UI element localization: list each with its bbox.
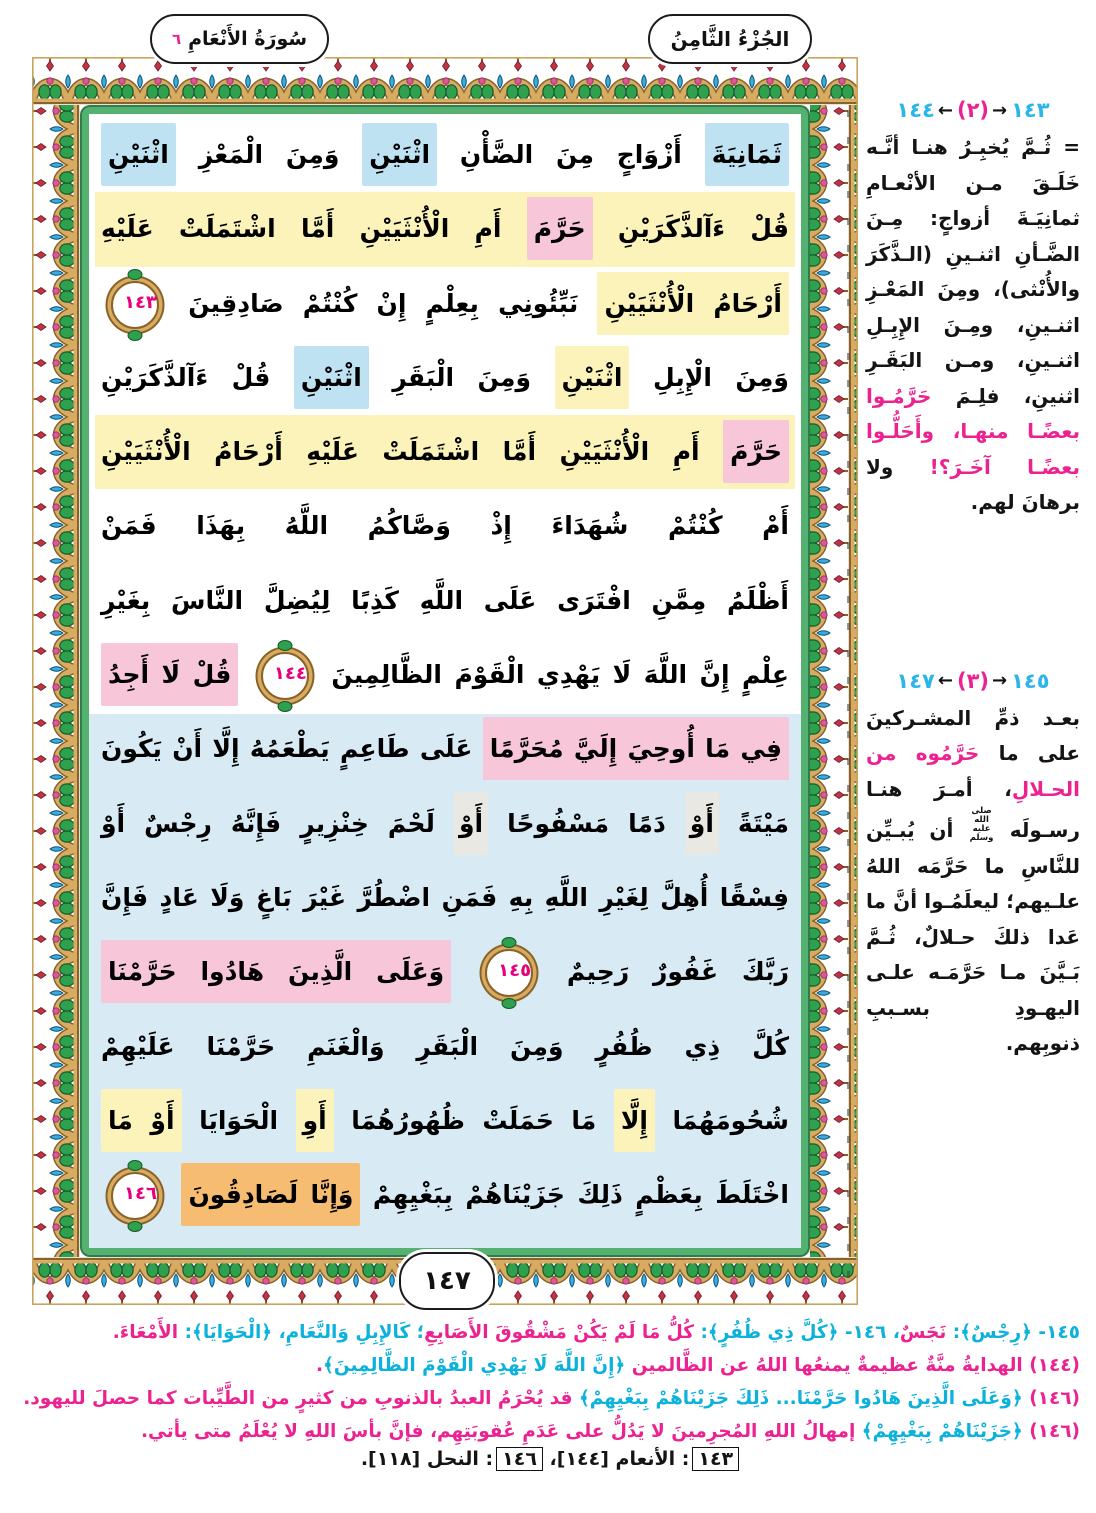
tafsir-section [866, 669, 1080, 1062]
quran-line [95, 1158, 795, 1232]
quran-line [95, 638, 795, 712]
range-header-segment: ١٤٤ [896, 98, 935, 122]
range-header-segment: ١٤٥ [1011, 668, 1050, 693]
quran-line [95, 787, 795, 861]
quran-line [95, 861, 795, 935]
quran-text-segment: أَوْ [454, 792, 488, 855]
quran-text-segment: مَيْتَةً [737, 808, 789, 838]
footnote-segment: إمهالُ اللهِ المُجرِمينَ لا يَدُلُّ على عَدَمِ عُقوبَتِهِم، فإنَّ بأسَ اللهِ لا يُعْلَمُ متى يأتي. [141, 1421, 856, 1442]
page-number-cartouche [399, 1252, 495, 1310]
quran-line [95, 564, 795, 638]
quran-text-segment: أَمْ كُنْتُمْ شُهَدَاءَ إِذْ وَصَّاكُمُ اللَّهُ بِهَذَا فَمَنْ [101, 511, 789, 541]
verse-number-medallion [485, 949, 533, 997]
footnote-segment: ؛ كَالإِبِلِ وَالنَّعَامِ، ﴿الْحَوَايَا﴾: [178, 1322, 425, 1343]
quran-text-segment: اثْنَيْنِ [294, 346, 369, 409]
quran-line [95, 1010, 795, 1084]
cross-reference-line [300, 1448, 800, 1470]
range-header-segment: ← [937, 670, 954, 691]
quran-text-segment: حَرَّمَ [527, 197, 593, 260]
range-header-segment: ١٤٣ [1011, 98, 1050, 122]
footnote-segment: نَجَسٌ [899, 1322, 947, 1343]
quran-text-segment: فِي مَا أُوحِيَ إِلَيَّ مُحَرَّمًا [483, 717, 789, 780]
footnote-segment: الأَمْعَاءَ. [112, 1322, 179, 1343]
tafsir-section [866, 98, 1080, 521]
footnote-segment: كُلُّ مَا لَمْ يَكُنْ مَشْقُوقَ الأَصَابِعِ [424, 1322, 695, 1343]
quran-line [95, 118, 795, 192]
footnote-line [18, 1382, 1080, 1415]
quran-text-segment: أَمِ الْأُنْثَيَيْنِ أَمَّا اشْتَمَلَتْ عَلَيْهِ [101, 214, 502, 244]
quran-text-segment: ثَمَانِيَةَ [705, 123, 789, 186]
quran-text-segment: وَمِنَ الْبَقَرِ [392, 362, 532, 392]
range-header-segment: ← [937, 99, 954, 121]
quran-text-segment: اثْنَيْنِ [101, 123, 176, 186]
verse-number: ١٤٥ [498, 960, 532, 982]
range-header-segment: (٢) [956, 98, 990, 122]
quran-text-segment: أَوْ [685, 792, 719, 855]
quran-text-segment: لَحْمَ خِنْزِيرٍ فَإِنَّهُ رِجْسٌ أَوْ [101, 808, 435, 838]
quran-text-segment: أَظْلَمُ مِمَّنِ افْتَرَى عَلَى اللَّهِ كَذِبًا لِيُضِلَّ النَّاسَ بِغَيْرِ [101, 585, 789, 615]
juz-cartouche [648, 14, 812, 64]
quran-text-segment: أَوِ [296, 1089, 334, 1152]
tafsir-sidebar [866, 98, 1080, 1062]
footnote-segment: (١٤٦) [1022, 1421, 1080, 1442]
range-header-segment: → [992, 99, 1009, 121]
quran-text-segment: اثْنَيْنِ [555, 346, 630, 409]
sidebar-text-segment: ولا برهانَ لهم. [866, 454, 1080, 514]
quran-text-segment: حَرَّمَ [723, 420, 789, 483]
quran-text-segment: وَمِنَ الْمَعْزِ [198, 140, 340, 169]
footnotes-block [18, 1316, 1080, 1448]
quran-text-segment: نَبِّئُونِي بِعِلْمٍ إِنْ كُنْتُمْ صَادِقِينَ [188, 288, 579, 318]
quran-text-segment: رَبَّكَ غَفُورٌ رَحِيمٌ [566, 957, 789, 987]
tafsir-paragraph [866, 701, 1080, 1062]
footnote-line [18, 1349, 1080, 1382]
footnote-segment: (١٤٤) الهدايةُ منَّةٌ عظيمةٌ يمنعُها اللهُ عن الظَّالمين [625, 1355, 1080, 1376]
footnote-segment: ﴿إِنَّ اللَّهَ لَا يَهْدِي الْقَوْمَ الظَّالِمِينَ﴾ [323, 1355, 626, 1376]
verse-number-medallion [261, 652, 309, 700]
quran-text-segment: قُلْ لَا أَجِدُ [101, 643, 238, 706]
reference-segment: : الأنعام [١٤٤]، [542, 1448, 690, 1470]
quran-text-segment: عِلْمٍ إِنَّ اللَّهَ لَا يَهْدِي الْقَوْمَ الظَّالِمِينَ [331, 660, 789, 690]
quran-line [95, 712, 795, 786]
sidebar-text-segment: = ثُـمَّ يُخبِـرُ هنـا أنَّـه خَلَـقَ مـن الأنْعـامِ ثمانِيَـةَ أزواجٍ: مِـنَ الضَّـأنِ اثنـينِ (الـذَّكَرَ والأُنْثى)، ومِنَ المَعْـزِ اثنـينِ، ومِـنَ الإِبِـلِ اثنـينِ، ومـن البَقَـرِ اثنينِ، فلِـمَ [866, 135, 1080, 408]
reference-verse-box: ١٤٣ [692, 1447, 739, 1471]
quran-text-segment: وَمِنَ الْإِبِلِ [653, 362, 789, 392]
footnote-segment: قد يُحْرَمُ العبدُ بالذنوبِ من كثيرٍ من الطَّيِّبات كما حصلَ لليهود. [23, 1388, 573, 1409]
verse-number-medallion [111, 1172, 159, 1220]
quran-line [95, 267, 795, 341]
quran-line [95, 1084, 795, 1158]
frame-edge-ticks [847, 110, 850, 1290]
quran-text-segment: أَزْوَاجٍ مِنَ الضَّأْنِ [459, 140, 682, 169]
range-header-segment: ١٤٧ [896, 668, 935, 693]
quran-text-segment: اخْتَلَطَ بِعَظْمٍ ذَلِكَ جَزَيْنَاهُمْ بِبَغْيِهِمْ [372, 1180, 789, 1210]
verse-number: ١٤٤ [273, 663, 307, 685]
quran-text-segment: عَلَى طَاعِمٍ يَطْعَمُهُ إِلَّا أَنْ يَكُونَ [101, 734, 473, 764]
footnote-segment: ١٤٥- ﴿رِجْسٌ﴾: [946, 1322, 1080, 1343]
quran-text-segment: دَمًا مَسْفُوحًا [507, 808, 666, 838]
quran-text-segment: اثْنَيْنِ [362, 123, 437, 186]
quran-text-segment: قُلْ ءَآلذَّكَرَيْنِ [617, 214, 789, 244]
quran-text-segment: مَا حَمَلَتْ ظُهُورُهُمَا [351, 1105, 597, 1135]
range-header-segment: (٣) [956, 668, 990, 693]
quran-text-segment: كُلَّ ذِي ظُفُرٍ وَمِنَ الْبَقَرِ وَالْغَنَمِ حَرَّمْنَا عَلَيْهِمْ [101, 1031, 789, 1061]
verse-number-medallion [111, 281, 159, 329]
footnote-segment: ﴿وَعَلَى الَّذِينَ هَادُوا حَرَّمْنَا... ذَلِكَ جَزَيْنَاهُمْ بِبَغْيِهِمْ﴾ [572, 1388, 1023, 1409]
quran-text-segment: الْحَوَايَا [199, 1105, 279, 1135]
footnote-segment: (١٤٦) [1022, 1388, 1080, 1409]
quran-lines-container [95, 118, 795, 1244]
quran-text-segment: شُحُومَهُمَا [672, 1105, 789, 1135]
range-header-segment: → [992, 670, 1009, 691]
footnote-line [18, 1415, 1080, 1448]
quran-line [95, 935, 795, 1009]
sidebar-text-segment: بعـد ذمِّ المشـركينَ على ما [866, 705, 1080, 765]
quran-text-segment: أَمِ الْأُنْثَيَيْنِ أَمَّا اشْتَمَلَتْ عَلَيْهِ أَرْحَامُ الْأُنْثَيَيْنِ [101, 437, 700, 467]
footnote-line [18, 1316, 1080, 1349]
juz-label: الجُزْءُ الثَّامِنُ [670, 27, 790, 51]
sidebar-text-segment: أن يُبـيِّن للنَّاسِ ما حَرَّمَه اللهُ علـيهم؛ ليعلَمُـوا أنَّ ما عَدا ذلكَ حـلالٌ، ثُـمَّ بَـيَّنَ مـا حَرَّمَـه علـى اليهـودِ بسـببِ ذنوبِهم. [866, 818, 1080, 1055]
surah-number: ٦ [171, 30, 182, 48]
quran-text-area [89, 114, 801, 1248]
salawat-symbol: صلى الله عليه وسلم [969, 806, 994, 843]
footnote-segment: ، ١٤٦- ﴿كُلَّ ذِي ظُفُرٍ﴾: [694, 1322, 900, 1343]
tafsir-paragraph [866, 130, 1080, 521]
sidebar-text-segment: حَرَّمُـوا بعضًـا منهـا، وأَحَلُّـوا بعضًـا آخَـرَ؟! [866, 383, 1080, 479]
reference-verse-box: ١٤٦ [496, 1447, 543, 1471]
quran-line [95, 192, 795, 266]
quran-text-segment: فِسْقًا أُهِلَّ لِغَيْرِ اللَّهِ بِهِ فَمَنِ اضْطُرَّ غَيْرَ بَاغٍ وَلَا عَادٍ فَإِنَّ [101, 882, 789, 912]
footnote-segment: ﴿جَزَيْنَاهُمْ بِبَغْيِهِمْ﴾ [855, 1421, 1023, 1442]
quran-line [95, 489, 795, 563]
quran-text-segment: إِلَّا [614, 1089, 655, 1152]
footnote-segment: . [316, 1355, 324, 1376]
page-number: ١٤٧ [423, 1266, 471, 1296]
verse-number: ١٤٦ [124, 1183, 157, 1205]
surah-label: سُورَةُ الأَنْعَامِ [188, 28, 308, 50]
sidebar-text-segment: حَرَّمُوه من الحـلالِ [866, 741, 1080, 801]
quran-text-segment: وَعَلَى الَّذِينَ هَادُوا حَرَّمْنَا [101, 940, 451, 1003]
sidebar-text-segment: ، أمـرَ هنـا رسـولَه [866, 776, 1080, 842]
quran-text-segment: أَرْحَامُ الْأُنْثَيَيْنِ [597, 272, 789, 335]
verse-number: ١٤٣ [124, 291, 157, 313]
verse-range-header [866, 669, 1080, 693]
verse-range-header [866, 98, 1080, 122]
ornamental-border-frame [32, 57, 858, 1305]
quran-text-segment: وَإِنَّا لَصَادِقُونَ [181, 1163, 360, 1226]
surah-cartouche [150, 14, 329, 64]
quran-text-segment: أَوْ مَا [101, 1089, 182, 1152]
quran-text-segment: قُلْ ءَآلذَّكَرَيْنِ [101, 362, 271, 392]
quran-line [95, 341, 795, 415]
reference-segment: : النحل [١١٨]. [360, 1448, 494, 1470]
quran-line [95, 415, 795, 489]
